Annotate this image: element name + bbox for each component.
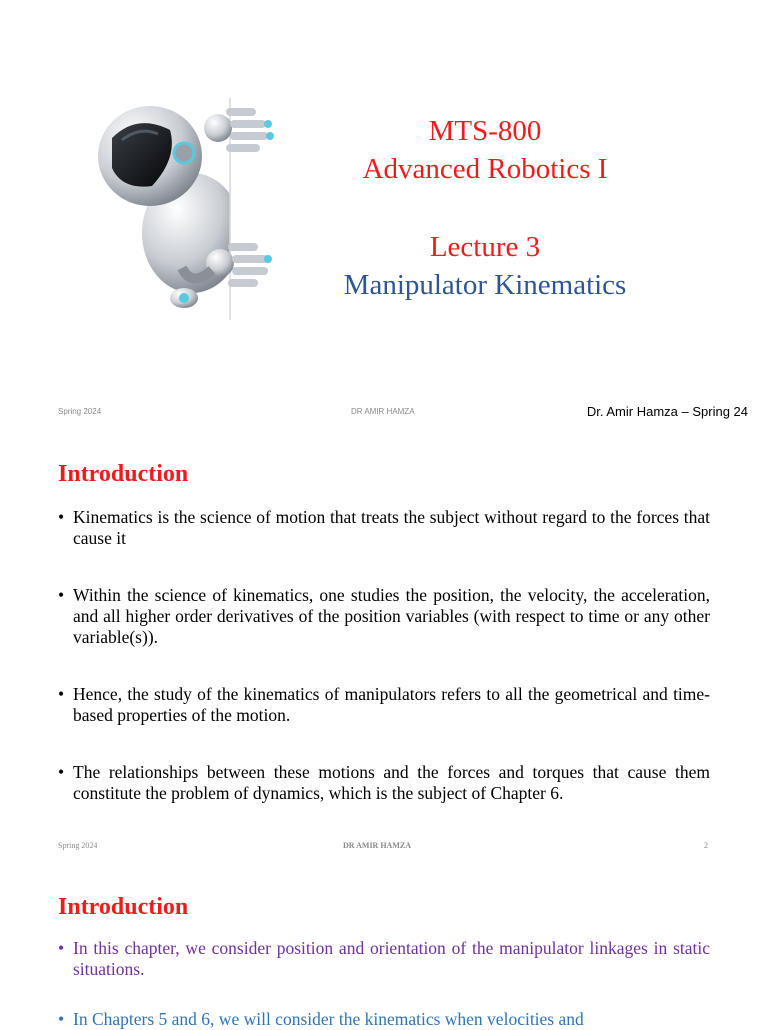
bullet-icon: • [58, 938, 65, 958]
bullet-list [58, 507, 710, 804]
list-item: • In Chapters 5 and 6, we will consider the kinematics when velocities and [58, 1009, 584, 1029]
list-item: • Kinematics is the science of motion that treats the subject without regard to the forces that cause it [58, 507, 710, 548]
content-slide-introduction [0, 433, 768, 866]
list-item: • Hence, the study of the kinematics of manipulators refers to all the geometrical and time-based properties of the motion. [58, 684, 710, 725]
list-item: • In this chapter, we consider position and orientation of the manipulator linkages in static situations. [58, 938, 710, 979]
list-item: • Within the science of kinematics, one studies the position, the velocity, the acceleration, and all higher order derivatives of the position variables (with respect to time or any other variable(s)). [58, 585, 710, 647]
bullet-icon: • [58, 507, 65, 527]
footer-date: Spring 2024 [58, 841, 98, 850]
bullet-icon: • [58, 1009, 65, 1029]
bullet-icon: • [58, 585, 65, 605]
title-block [300, 112, 670, 304]
list-item: • The relationships between these motions and the forces and torques that cause them constitute the problem of dynamics, which is the subject of Chapter 6. [58, 762, 710, 803]
course-name: Advanced Robotics I [362, 153, 608, 185]
page-number: 2 [704, 841, 708, 850]
title-slide [0, 0, 768, 433]
lecture-topic: Manipulator Kinematics [343, 269, 627, 301]
footer-author: DR AMIR HAMZA [343, 841, 411, 850]
course-code: MTS-800 [428, 115, 542, 147]
bullet-list-2 [58, 1009, 710, 1030]
slide-heading: Introduction [58, 461, 189, 487]
slide-heading: Introduction [58, 894, 189, 920]
robot-mascot-icon [92, 98, 284, 320]
content-slide-introduction-2 [0, 866, 768, 1029]
bullet-icon: • [58, 762, 65, 782]
author-credit: Dr. Amir Hamza – Spring 24 [586, 404, 748, 419]
bullet-icon: • [58, 684, 65, 704]
footer-date: Spring 2024 [58, 407, 102, 416]
lecture-number: Lecture 3 [429, 231, 541, 263]
bullet-list [58, 938, 710, 980]
footer-author: DR AMIR HAMZA [351, 407, 415, 416]
